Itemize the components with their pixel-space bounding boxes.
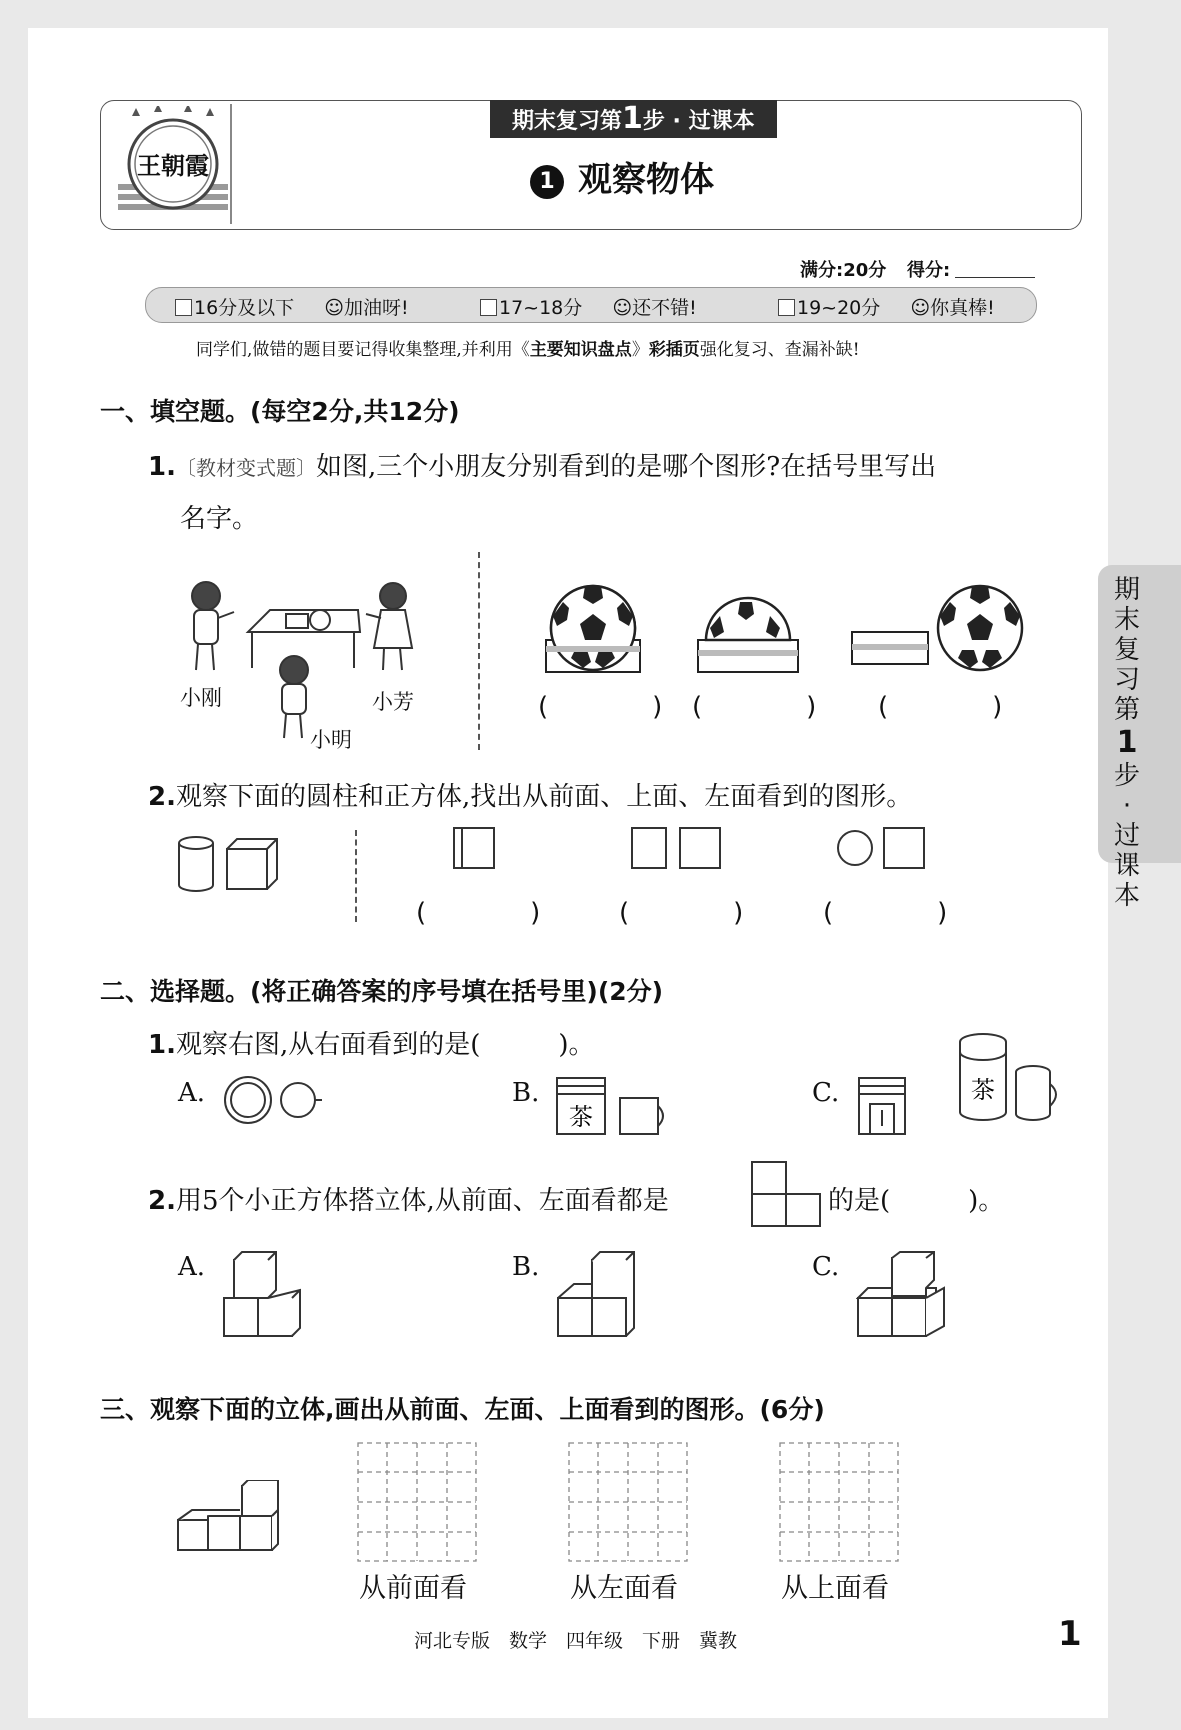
option-b-cubes bbox=[556, 1250, 656, 1342]
smile-icon: ☺ bbox=[324, 297, 345, 319]
side-tab-text: 期末复习第 1 步·过课本 bbox=[1113, 575, 1140, 911]
level-1-checkbox[interactable] bbox=[175, 299, 192, 316]
level-2-checkbox[interactable] bbox=[480, 299, 497, 316]
view-options-q2 bbox=[440, 826, 960, 872]
svg-text:王朝霞: 王朝霞 bbox=[137, 151, 209, 180]
label-xiaogang: 小刚 bbox=[180, 686, 222, 710]
label-xiaoming: 小明 bbox=[310, 728, 352, 752]
section-3-title: 三、观察下面的立体,画出从前面、左面、上面看到的图形。(6分) bbox=[100, 1395, 825, 1424]
score-label: 得分: bbox=[907, 260, 951, 281]
review-step-tab: 期末复习第1步 · 过课本 bbox=[490, 100, 777, 138]
s1-q1-line2: 名字。 bbox=[180, 504, 259, 534]
svg-text:茶: 茶 bbox=[569, 1103, 593, 1131]
section-1-title: 一、填空题。(每空2分,共12分) bbox=[100, 397, 460, 426]
logo bbox=[112, 106, 234, 216]
s2-q1-option-a[interactable]: A. bbox=[178, 1078, 206, 1108]
full-score: 满分:20分 bbox=[800, 260, 887, 281]
view-options-q1 bbox=[540, 580, 1040, 680]
answer-blank-b[interactable]: ( ) bbox=[692, 692, 817, 722]
answer-blank-left[interactable]: ( ) bbox=[823, 898, 948, 928]
page-number: 1 bbox=[1058, 1614, 1082, 1654]
level-1: 16分及以下 ☺加油呀! bbox=[175, 293, 409, 320]
answer-blank-front[interactable]: ( ) bbox=[416, 898, 541, 928]
option-a-figure bbox=[222, 1074, 332, 1128]
view-b bbox=[698, 598, 798, 672]
s2-q1: 1.观察右图,从右面看到的是( )。 bbox=[148, 1030, 595, 1060]
kids-table-scene bbox=[178, 548, 478, 748]
s1-q2: 2.观察下面的圆柱和正方体,找出从前面、上面、左面看到的图形。 bbox=[148, 782, 913, 812]
smile-icon: ☺ bbox=[910, 297, 931, 319]
l-shape-view bbox=[750, 1160, 822, 1230]
level-3: 19~20分 ☺你真棒! bbox=[778, 293, 995, 320]
solid-figure bbox=[176, 1480, 286, 1552]
s2-q2: 2.用5个小正方体搭立体,从前面、左面看都是 bbox=[148, 1186, 669, 1216]
s2-q2-option-a[interactable]: A. bbox=[178, 1252, 206, 1282]
label-front-view: 从前面看 bbox=[359, 1573, 467, 1604]
smile-icon: ☺ bbox=[612, 297, 633, 319]
label-top-view: 从上面看 bbox=[781, 1573, 889, 1604]
view-c bbox=[852, 586, 1022, 670]
review-tip: 同学们,做错的题目要记得收集整理,并利用《主要知识盘点》彩插页强化复习、查漏补缺! bbox=[196, 340, 860, 360]
option-a-cubes bbox=[222, 1250, 322, 1342]
s2-q2-option-c[interactable]: C. bbox=[812, 1252, 840, 1282]
lesson-title: 1 观察物体 bbox=[530, 152, 714, 201]
section-2-title: 二、选择题。(将正确答案的序号填在括号里)(2分) bbox=[100, 977, 664, 1006]
answer-blank-c[interactable]: ( ) bbox=[878, 692, 1003, 722]
svg-text:茶: 茶 bbox=[971, 1076, 995, 1104]
view-a bbox=[546, 586, 640, 672]
level-2: 17~18分 ☺还不错! bbox=[480, 293, 697, 320]
footer-text: 河北专版 数学 四年级 下册 冀教 bbox=[414, 1630, 738, 1652]
label-left-view: 从左面看 bbox=[570, 1573, 678, 1604]
kid-xiaogang bbox=[192, 582, 234, 670]
lesson-number: 1 bbox=[530, 165, 564, 199]
drawing-grid-front[interactable] bbox=[357, 1442, 477, 1566]
answer-blank-a[interactable]: ( ) bbox=[538, 692, 663, 722]
s2-q1-option-c[interactable]: C. bbox=[812, 1078, 840, 1108]
s2-q2-option-b[interactable]: B. bbox=[512, 1252, 540, 1282]
tea-can-and-cup bbox=[956, 1032, 1064, 1124]
s1-q1: 1.〔教材变式题〕如图,三个小朋友分别看到的是哪个图形?在括号里写出 bbox=[148, 452, 937, 482]
cylinder-cube bbox=[175, 835, 285, 895]
answer-blank-top[interactable]: ( ) bbox=[619, 898, 744, 928]
option-c-figure bbox=[856, 1074, 916, 1138]
dashed-divider bbox=[355, 830, 357, 922]
kid-xiaoming bbox=[280, 656, 308, 738]
drawing-grid-left[interactable] bbox=[568, 1442, 688, 1566]
option-b-figure bbox=[554, 1074, 674, 1138]
option-c-cubes bbox=[856, 1250, 956, 1342]
score-blank[interactable] bbox=[955, 277, 1035, 278]
label-xiaofang: 小芳 bbox=[372, 690, 414, 714]
s2-q1-option-b[interactable]: B. bbox=[512, 1078, 540, 1108]
dashed-divider bbox=[478, 552, 480, 750]
level-3-checkbox[interactable] bbox=[778, 299, 795, 316]
kid-xiaofang bbox=[366, 583, 412, 670]
header-divider bbox=[230, 104, 232, 224]
s2-q2-end: 的是( )。 bbox=[828, 1186, 1005, 1216]
drawing-grid-top[interactable] bbox=[779, 1442, 899, 1566]
